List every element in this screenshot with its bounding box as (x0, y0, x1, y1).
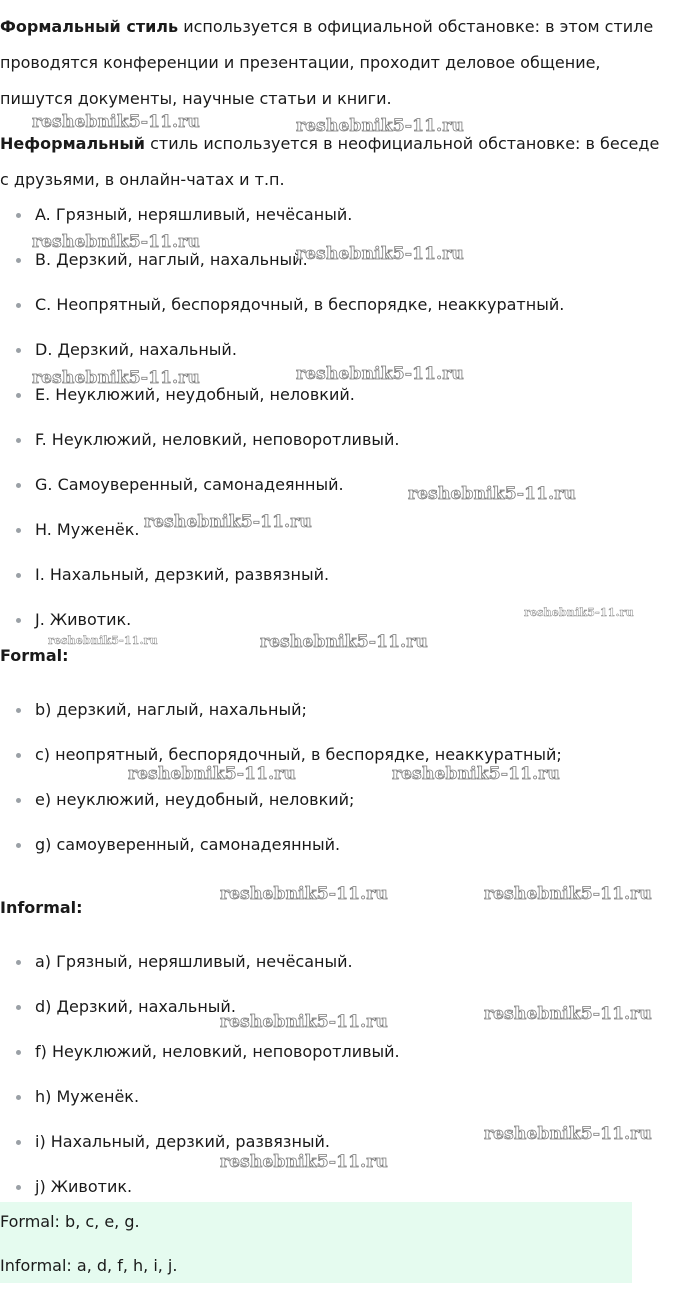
watermark: reshebnik5-11.ru (484, 1004, 652, 1024)
watermark: reshebnik5-11.ru (32, 112, 200, 132)
answer-informal: Informal: a, d, f, h, i, j. (0, 1256, 178, 1275)
watermark: reshebnik5-11.ru (296, 364, 464, 384)
watermark: reshebnik5-11.ru (296, 116, 464, 136)
bullet-icon (16, 438, 21, 443)
watermark: reshebnik5-11.ru (260, 632, 428, 652)
watermark: reshebnik5-11.ru (484, 884, 652, 904)
bullet-icon (16, 753, 21, 758)
bullet-icon (16, 528, 21, 533)
bullet-icon (16, 798, 21, 803)
bullet-icon (16, 1185, 21, 1190)
bullet-icon (16, 483, 21, 488)
bullet-icon (16, 258, 21, 263)
watermark: reshebnik5-11.ru (524, 606, 634, 619)
watermark: reshebnik5-11.ru (392, 764, 560, 784)
formal-style-description: используется в официальной обстановке: в этом стиле проводятся конференции и презентации, проходит деловое общение, пишутся документы, научные статьи и книги. (0, 17, 654, 108)
bullet-icon (16, 708, 21, 713)
answer-formal: Formal: b, c, e, g. (0, 1212, 140, 1231)
bullet-icon (16, 1095, 21, 1100)
formal-style-term: Формальный стиль (0, 17, 179, 36)
bullet-icon (16, 618, 21, 623)
informal-style-term: Неформальный (0, 134, 146, 153)
watermark: reshebnik5-11.ru (32, 368, 200, 388)
watermark: reshebnik5-11.ru (128, 764, 296, 784)
watermark: reshebnik5-11.ru (220, 884, 388, 904)
bullet-icon (16, 213, 21, 218)
watermark: reshebnik5-11.ru (408, 484, 576, 504)
bullet-icon (16, 1140, 21, 1145)
bullet-icon (16, 393, 21, 398)
watermark: reshebnik5-11.ru (220, 1152, 388, 1172)
bullet-icon (16, 843, 21, 848)
informal-style-paragraph (0, 126, 672, 198)
answer-box (0, 1202, 632, 1283)
watermark: reshebnik5-11.ru (32, 232, 200, 252)
watermark: reshebnik5-11.ru (484, 1124, 652, 1144)
watermark: reshebnik5-11.ru (144, 512, 312, 532)
bullet-icon (16, 1005, 21, 1010)
formal-heading: Formal: (0, 646, 69, 665)
watermark: reshebnik5-11.ru (220, 1012, 388, 1032)
formal-style-paragraph (0, 9, 672, 117)
informal-heading: Informal: (0, 898, 83, 917)
bullet-icon (16, 573, 21, 578)
bullet-icon (16, 348, 21, 353)
bullet-icon (16, 303, 21, 308)
bullet-icon (16, 960, 21, 965)
bullet-icon (16, 1050, 21, 1055)
informal-style-description: стиль используется в неофициальной обстановке: в беседе с друзьями, в онлайн-чатах и т.п. (0, 134, 660, 189)
watermark: reshebnik5-11.ru (48, 634, 158, 647)
watermark: reshebnik5-11.ru (296, 244, 464, 264)
